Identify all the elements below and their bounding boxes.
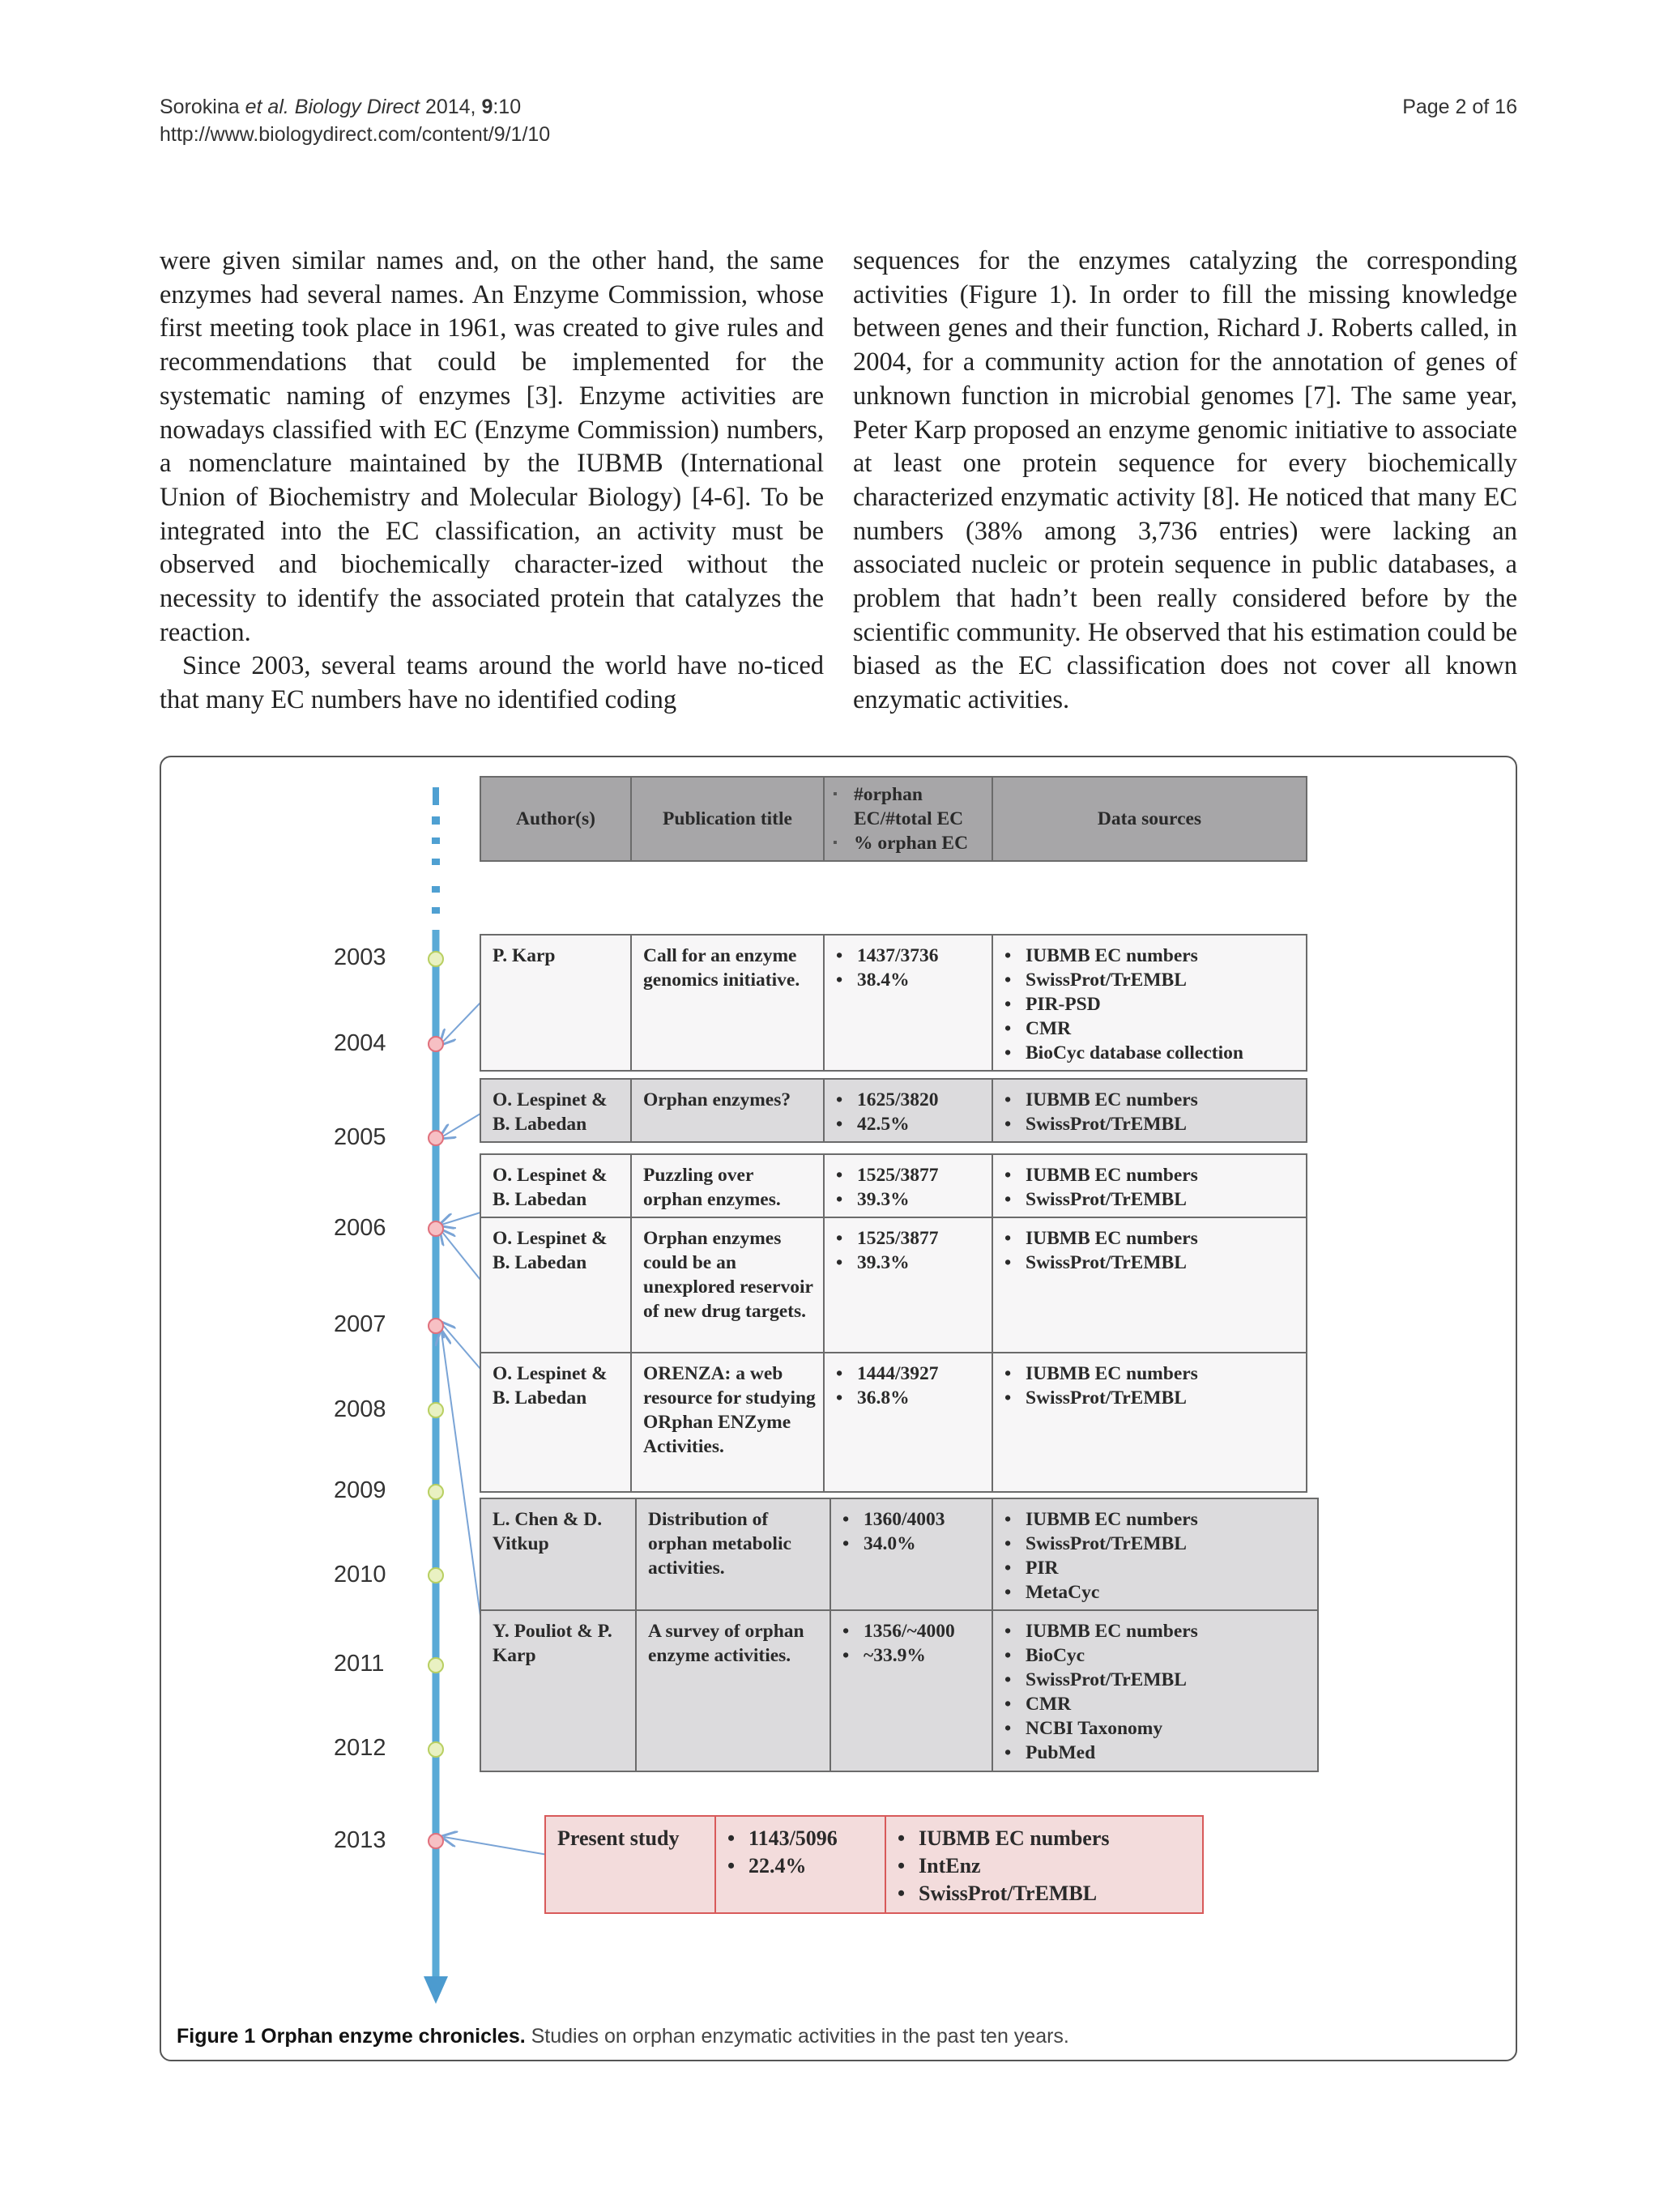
study-title: Orphan enzymes could be an unexplored reservoir of new drug targets. <box>631 1217 824 1353</box>
source-item: • PIR-PSD <box>1026 992 1299 1016</box>
header-count-item: ▪ #orphan EC/#total EC <box>854 782 987 831</box>
study-table-lespinet-2006-2008 <box>480 1153 1307 1493</box>
source-item: • IUBMB EC numbers <box>1026 1362 1299 1386</box>
left-paragraph-1: were given similar names and, on the other hand, the same enzymes had several names. An Enzyme Commission, whose first meeting took place in 1961, was created to give rules and recommendations that could be implemented for the systematic naming of enzymes [3]. Enzyme activities are nowadays classified with EC (Enzyme Commission) numbers, a nomenclature maintained by the IUBMB (International Union of Biochemistry and Molecular Biology) [4-6]. To be integrated into the EC classification, an activity must be observed and biochemically character-ized without the necessity to identify the associated protein that catalyzes the reaction. <box>160 246 824 647</box>
year-label: 2013 <box>334 1827 386 1853</box>
source-item: • SwissProt/TrEMBL <box>919 1880 1196 1907</box>
count-item: • 1525/3877 <box>857 1163 985 1187</box>
table-row <box>480 1217 1307 1353</box>
year-label: 2007 <box>334 1311 386 1337</box>
source-item: • IUBMB EC numbers <box>1026 1163 1299 1187</box>
source-item: • IUBMB EC numbers <box>1026 1226 1299 1251</box>
left-paragraph-2: Since 2003, several teams around the world have no-ticed that many EC numbers have no identified coding <box>160 651 824 715</box>
count-item: • 1356/~4000 <box>864 1619 985 1643</box>
count-item: • 39.3% <box>857 1251 985 1275</box>
study-counts <box>824 1353 992 1492</box>
right-column <box>853 245 1517 718</box>
count-item: • 1360/4003 <box>864 1507 985 1532</box>
study-title: A survey of orphan enzyme activities. <box>636 1610 830 1771</box>
study-title: ORENZA: a web resource for studying ORphan ENZyme Activities. <box>631 1353 824 1492</box>
study-sources <box>992 1610 1318 1771</box>
left-column <box>160 245 824 718</box>
study-authors: O. Lespinet & B. Labedan <box>480 1217 631 1353</box>
count-item: • 42.5% <box>857 1112 985 1136</box>
study-table-2009-2012 <box>480 1498 1319 1772</box>
count-item: • 1143/5096 <box>748 1825 878 1852</box>
source-item: • SwissProt/TrEMBL <box>1026 1386 1299 1410</box>
source-item: • IUBMB EC numbers <box>919 1825 1196 1852</box>
year-label: 2006 <box>334 1215 386 1241</box>
source-item: • BioCyc database collection <box>1026 1041 1299 1065</box>
header-sources: Data sources <box>992 777 1307 861</box>
source-item: • IntEnz <box>919 1852 1196 1880</box>
study-title: Orphan enzymes? <box>631 1079 824 1142</box>
source-item: • IUBMB EC numbers <box>1026 1088 1299 1112</box>
source-item: • SwissProt/TrEMBL <box>1026 1532 1311 1556</box>
study-authors: O. Lespinet & B. Labedan <box>480 1079 631 1142</box>
count-item: • 39.3% <box>857 1187 985 1212</box>
source-item: • SwissProt/TrEMBL <box>1026 1112 1299 1136</box>
study-title: Puzzling over orphan enzymes. <box>631 1154 824 1217</box>
caption-label: Figure 1 Orphan enzyme chronicles. <box>177 2025 526 2048</box>
source-item: • MetaCyc <box>1026 1580 1311 1605</box>
study-title: Distribution of orphan metabolic activities. <box>636 1498 830 1610</box>
running-header <box>160 93 550 148</box>
page-number: Page 2 of 16 <box>1402 96 1517 118</box>
source-item: • BioCyc <box>1026 1643 1311 1668</box>
count-item: • ~33.9% <box>864 1643 985 1668</box>
table-row <box>480 1353 1307 1492</box>
source-item: • SwissProt/TrEMBL <box>1026 968 1299 992</box>
study-sources <box>992 1154 1307 1217</box>
source-item: • PubMed <box>1026 1741 1311 1765</box>
source-item: • IUBMB EC numbers <box>1026 1507 1311 1532</box>
study-counts <box>830 1610 992 1771</box>
year-label: 2003 <box>334 944 386 970</box>
present-sources <box>885 1816 1203 1913</box>
table-row <box>480 1498 1318 1610</box>
study-counts <box>830 1498 992 1610</box>
year-label: 2004 <box>334 1030 386 1056</box>
source-item: • CMR <box>1026 1692 1311 1716</box>
source-item: • NCBI Taxonomy <box>1026 1716 1311 1741</box>
citation: Sorokina et al. Biology Direct 2014, 9:10 <box>160 96 522 118</box>
study-sources <box>992 1079 1307 1142</box>
count-item: • 1525/3877 <box>857 1226 985 1251</box>
study-authors: O. Lespinet & B. Labedan <box>480 1154 631 1217</box>
study-counts <box>824 935 992 1071</box>
count-item: • 1625/3820 <box>857 1088 985 1112</box>
study-authors: Y. Pouliot & P. Karp <box>480 1610 636 1771</box>
right-paragraph-1: sequences for the enzymes catalyzing the corresponding activities (Figure 1). In order to fill the missing knowledge between genes and their function, Richard J. Roberts called, in 2004, for a community action for the annotation of genes of unknown function in microbial genomes [7]. The same year, Peter Karp proposed an enzyme genomic initiative to associate at least one protein sequence for every biochemically characterized enzymatic activity [8]. He noticed that many EC numbers (38% among 3,736 entries) were lacking an associated nucleic or protein sequence in public databases, a problem that hadn’t been really considered before by the scientific community. He observed that his estimation could be biased as the EC classification does not cover all known enzymatic activities. <box>853 246 1517 715</box>
header-counts <box>824 777 992 861</box>
source-item: • SwissProt/TrEMBL <box>1026 1187 1299 1212</box>
study-authors: P. Karp <box>480 935 631 1071</box>
figure-caption <box>177 2025 1069 2048</box>
count-item: • 1444/3927 <box>857 1362 985 1386</box>
table-header <box>480 776 1307 862</box>
study-authors: O. Lespinet & B. Labedan <box>480 1353 631 1492</box>
header-authors: Author(s) <box>480 777 631 861</box>
study-title: Call for an enzyme genomics initiative. <box>631 935 824 1071</box>
article-url[interactable]: http://www.biologydirect.com/content/9/1/10 <box>160 123 551 146</box>
year-label: 2008 <box>334 1396 386 1422</box>
table-row <box>480 1079 1307 1142</box>
source-item: • IUBMB EC numbers <box>1026 1619 1311 1643</box>
year-label: 2010 <box>334 1562 386 1588</box>
year-label: 2009 <box>334 1477 386 1503</box>
table-row <box>545 1816 1203 1913</box>
source-item: • SwissProt/TrEMBL <box>1026 1251 1299 1275</box>
count-item: • 36.8% <box>857 1386 985 1410</box>
study-authors: L. Chen & D. Vitkup <box>480 1498 636 1610</box>
table-row <box>480 1610 1318 1771</box>
study-table-lespinet-2005 <box>480 1078 1307 1143</box>
present-study-table <box>544 1815 1204 1914</box>
study-sources <box>992 1498 1318 1610</box>
table-row <box>480 935 1307 1071</box>
present-label: Present study <box>545 1816 715 1913</box>
count-item: • 34.0% <box>864 1532 985 1556</box>
source-item: • SwissProt/TrEMBL <box>1026 1668 1311 1692</box>
source-item: • CMR <box>1026 1016 1299 1041</box>
study-counts <box>824 1079 992 1142</box>
header-count-item: ▪ % orphan EC <box>854 831 987 855</box>
year-label: 2005 <box>334 1124 386 1150</box>
count-item: • 22.4% <box>748 1852 878 1880</box>
study-counts <box>824 1154 992 1217</box>
caption-text: Studies on orphan enzymatic activities in the past ten years. <box>525 2025 1069 2048</box>
study-sources <box>992 935 1307 1071</box>
source-item: • IUBMB EC numbers <box>1026 944 1299 968</box>
count-item: • 38.4% <box>857 968 985 992</box>
header-title: Publication title <box>631 777 824 861</box>
year-label: 2011 <box>334 1651 385 1677</box>
table-row <box>480 1154 1307 1217</box>
study-counts <box>824 1217 992 1353</box>
study-sources <box>992 1353 1307 1492</box>
study-sources <box>992 1217 1307 1353</box>
year-label: 2012 <box>334 1735 386 1761</box>
present-counts <box>715 1816 885 1913</box>
source-item: • PIR <box>1026 1556 1311 1580</box>
study-table-karp-2004 <box>480 934 1307 1072</box>
count-item: • 1437/3736 <box>857 944 985 968</box>
